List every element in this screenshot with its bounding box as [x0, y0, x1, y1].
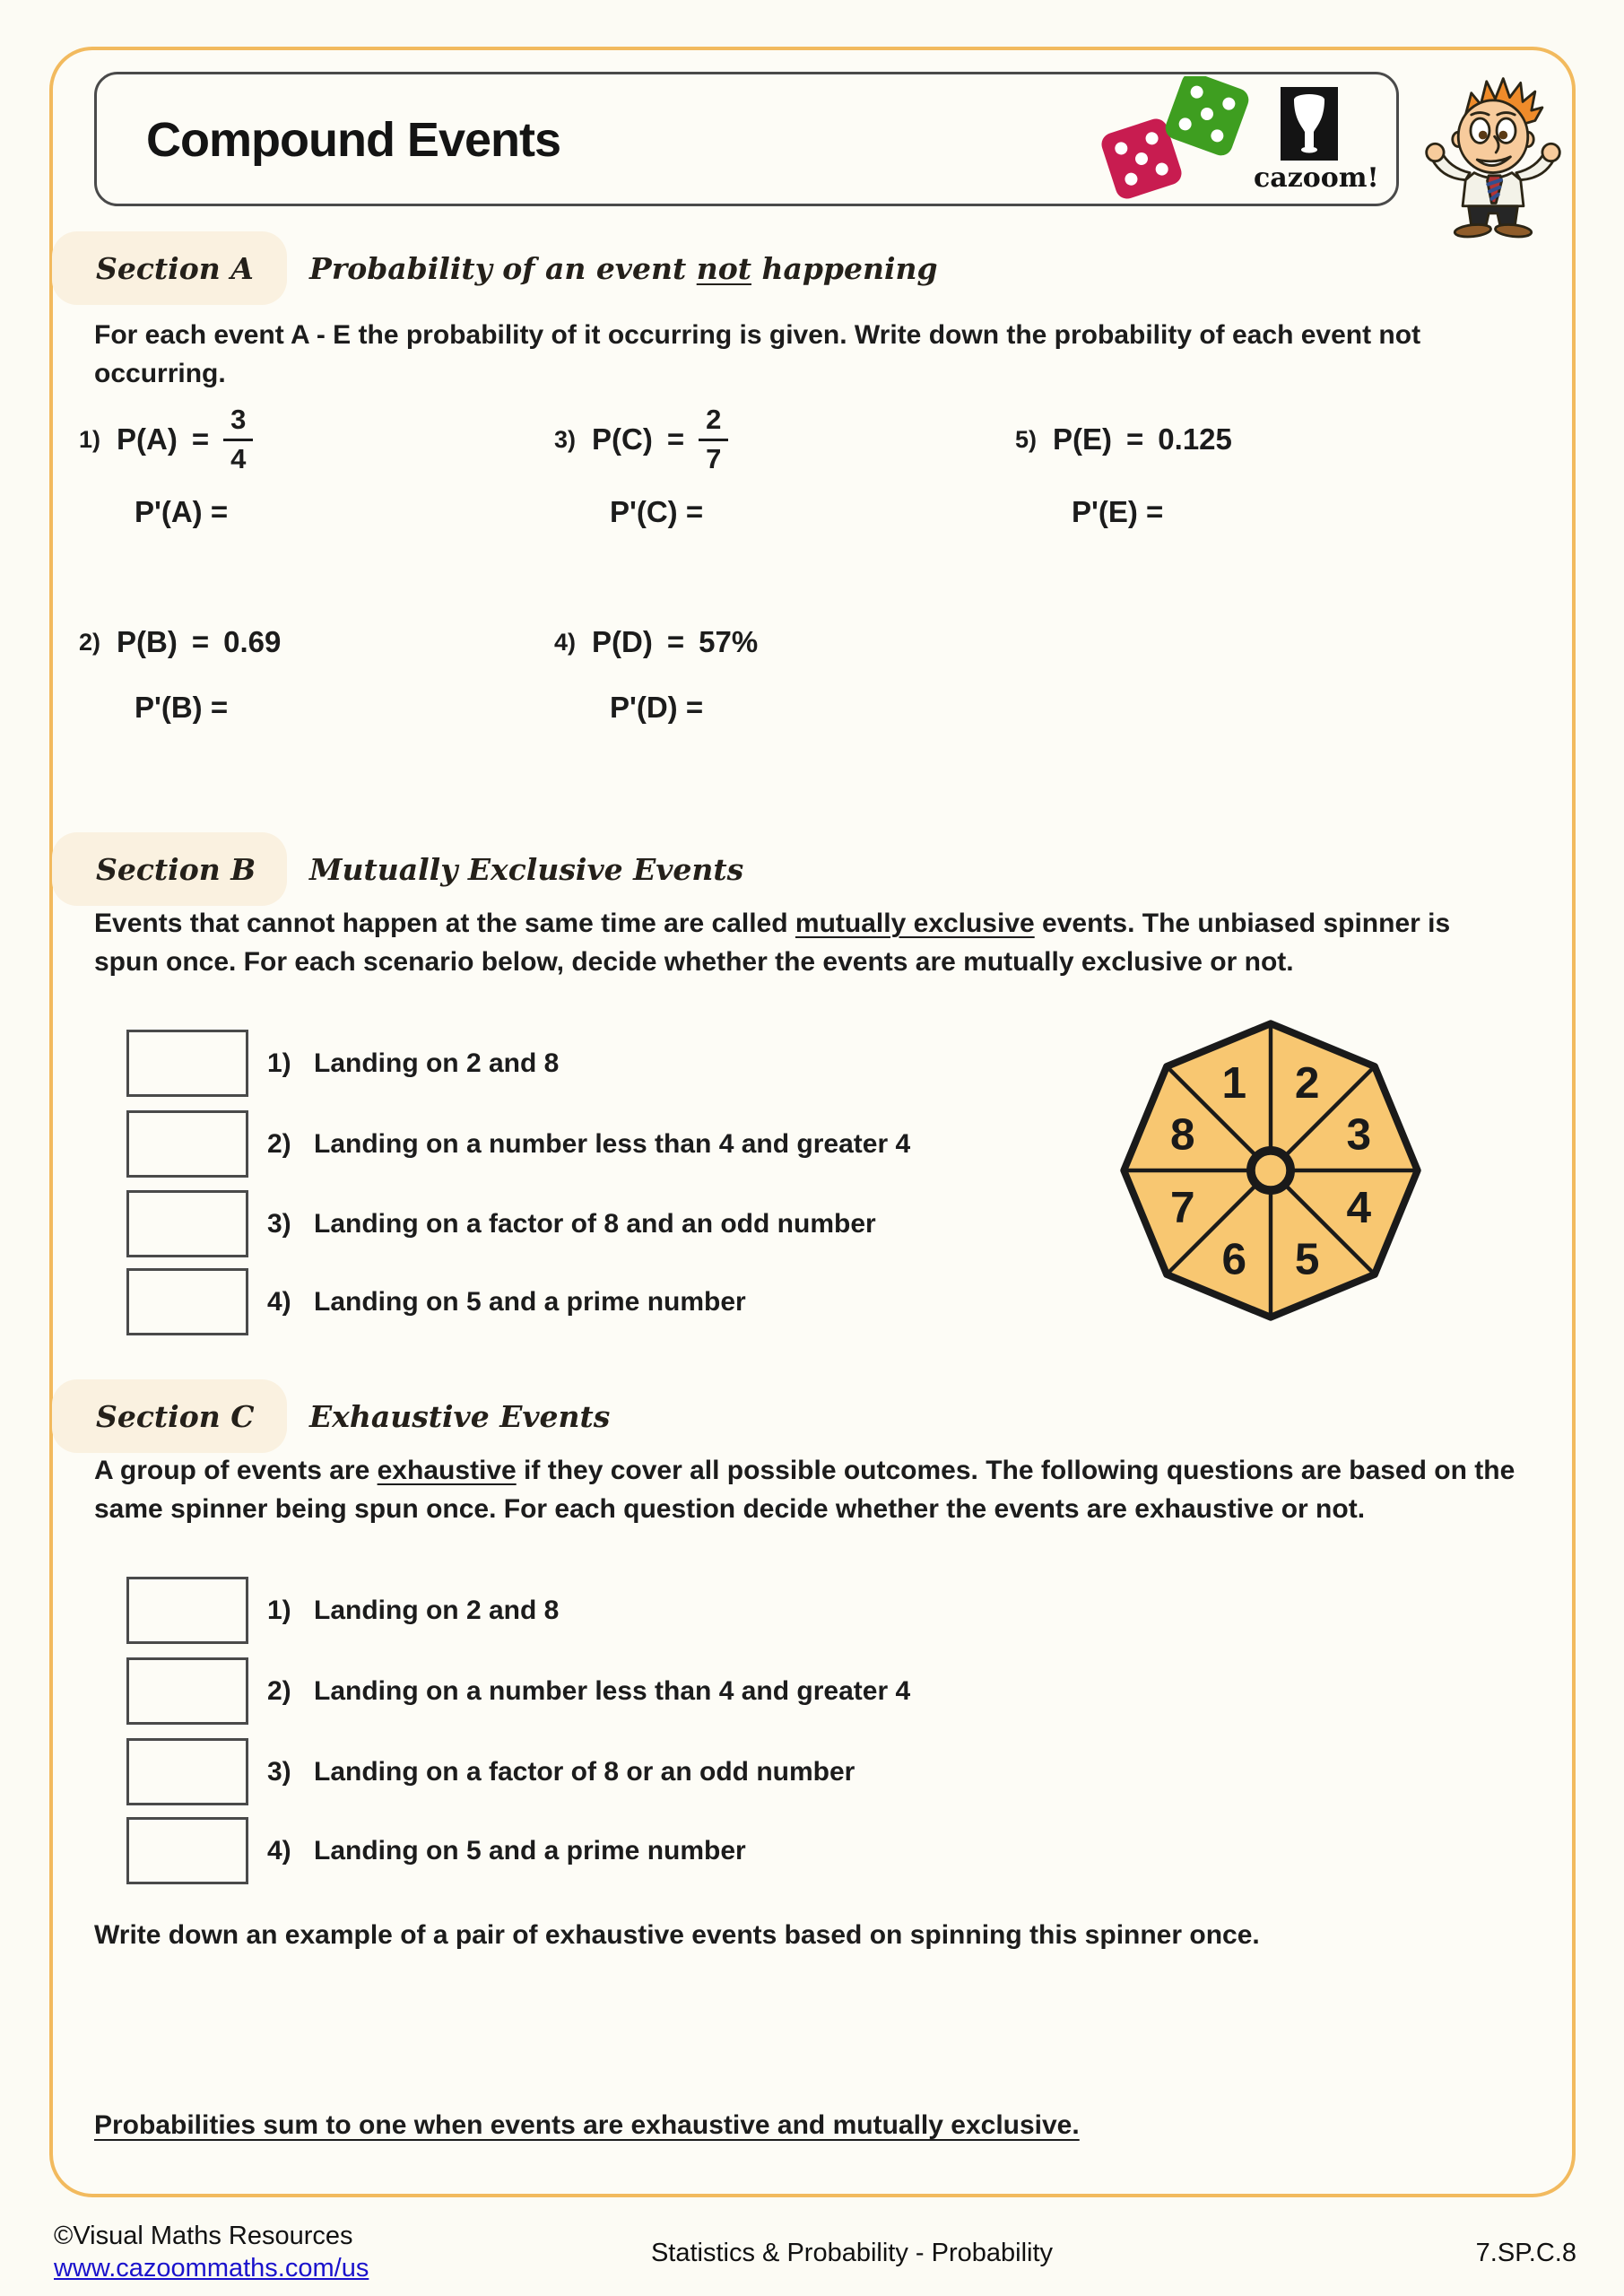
answer-blank-e[interactable]: P'(E) = [1072, 495, 1164, 528]
section-c-label: Section C [96, 1399, 255, 1434]
header [94, 72, 1399, 206]
section-b-answer-box-1[interactable] [126, 1030, 248, 1097]
problem-5: 5) P(E) = 0.125 [1015, 422, 1232, 456]
answer-blank-a[interactable]: P'(A) = [135, 495, 229, 528]
spinner-number: 1 [1221, 1057, 1247, 1109]
section-c-answer-box-2[interactable] [126, 1657, 248, 1725]
section-b-label: Section B [96, 852, 256, 887]
answer-blank-d[interactable]: P'(D) = [610, 691, 704, 724]
section-b-heading: Mutually Exclusive Events [309, 852, 744, 887]
section-c-heading: Exhaustive Events [309, 1399, 611, 1434]
spinner-number: 6 [1221, 1233, 1247, 1284]
footer-category: Statistics & Probability - Probability [650, 2239, 1054, 2267]
section-b-answer-box-3[interactable] [126, 1190, 248, 1257]
section-b-answer-box-4[interactable] [126, 1268, 248, 1335]
section-b-intro: Events that cannot happen at the same time are called mutually exclusive events. The unbiased spinner is spun once. For each scenario below, decide whether the events are mutually exclusive or not. [94, 909, 1451, 977]
footer-copyright: ©Visual Maths Resources [54, 2222, 353, 2250]
page-title: Compound Events [146, 113, 561, 167]
fraction: $\frac{3}{4}$ [223, 404, 253, 474]
spinner-hub [1251, 1151, 1290, 1190]
section-b-answer-box-2[interactable] [126, 1110, 248, 1178]
footer-url-link[interactable]: www.cazoommaths.com/us [54, 2254, 369, 2283]
mascot-character [1399, 54, 1587, 258]
footer-standard-code: 7.SP.C.8 [1475, 2239, 1576, 2267]
dice-icon [1092, 76, 1267, 204]
fraction: $\frac{2}{7}$ [699, 404, 728, 474]
section-c-question-4: 4) Landing on 5 and a prime number [267, 1835, 746, 1866]
section-c-answer-box-3[interactable] [126, 1738, 248, 1805]
section-c-answer-box-4[interactable] [126, 1817, 248, 1884]
section-c-question-3: 3) Landing on a factor of 8 or an odd number [267, 1756, 855, 1787]
section-c-question-1: 1) Landing on 2 and 8 [267, 1595, 560, 1625]
bottom-note: Probabilities sum to one when events are exhaustive and mutually exclusive. [94, 2110, 1080, 2140]
spinner-number: 8 [1169, 1109, 1195, 1160]
spinner-number: 2 [1294, 1057, 1320, 1109]
section-a-label: Section A [96, 251, 254, 286]
section-b-question-3: 3) Landing on a factor of 8 and an odd number [267, 1208, 876, 1239]
problem-2: 2) P(B) = 0.69 [79, 625, 282, 658]
spinner-number: 4 [1346, 1182, 1372, 1233]
problem-3: 3) P(C) = $\frac{2}{7}$ [554, 395, 728, 484]
section-c-intro: A group of events are exhaustive if they cover all possible outcomes. The following questions are based on the same spinner being spun once. For each question decide whether the events are exhaustive or not. [94, 1456, 1515, 1524]
spinner-number: 3 [1346, 1109, 1372, 1160]
section-b-question-4: 4) Landing on 5 and a prime number [267, 1286, 746, 1317]
section-c-answer-box-1[interactable] [126, 1577, 248, 1644]
spinner-number: 7 [1169, 1182, 1195, 1233]
section-c-question-2: 2) Landing on a number less than 4 and greater 4 [267, 1675, 911, 1706]
section-a-intro: For each event A - E the probability of it occurring is given. Write down the probability of each event not occurring. [94, 320, 1421, 388]
section-b-question-1: 1) Landing on 2 and 8 [267, 1048, 560, 1078]
spinner-number: 5 [1294, 1233, 1320, 1284]
write-prompt: Write down an example of a pair of exhaustive events based on spinning this spinner once. [94, 1920, 1260, 1950]
cazoom-logo-text: cazoom! [1254, 162, 1379, 194]
section-b-question-2: 2) Landing on a number less than 4 and greater 4 [267, 1128, 911, 1159]
section-a-heading: Probability of an event not happening [309, 251, 938, 286]
spinner [1112, 1012, 1429, 1329]
answer-blank-b[interactable]: P'(B) = [135, 691, 229, 724]
cazoom-logo-icon [1281, 87, 1338, 161]
problem-4: 4) P(D) = 57% [554, 625, 759, 658]
problem-1: 1) P(A) = $\frac{3}{4}$ [79, 395, 253, 484]
answer-blank-c[interactable]: P'(C) = [610, 495, 704, 528]
